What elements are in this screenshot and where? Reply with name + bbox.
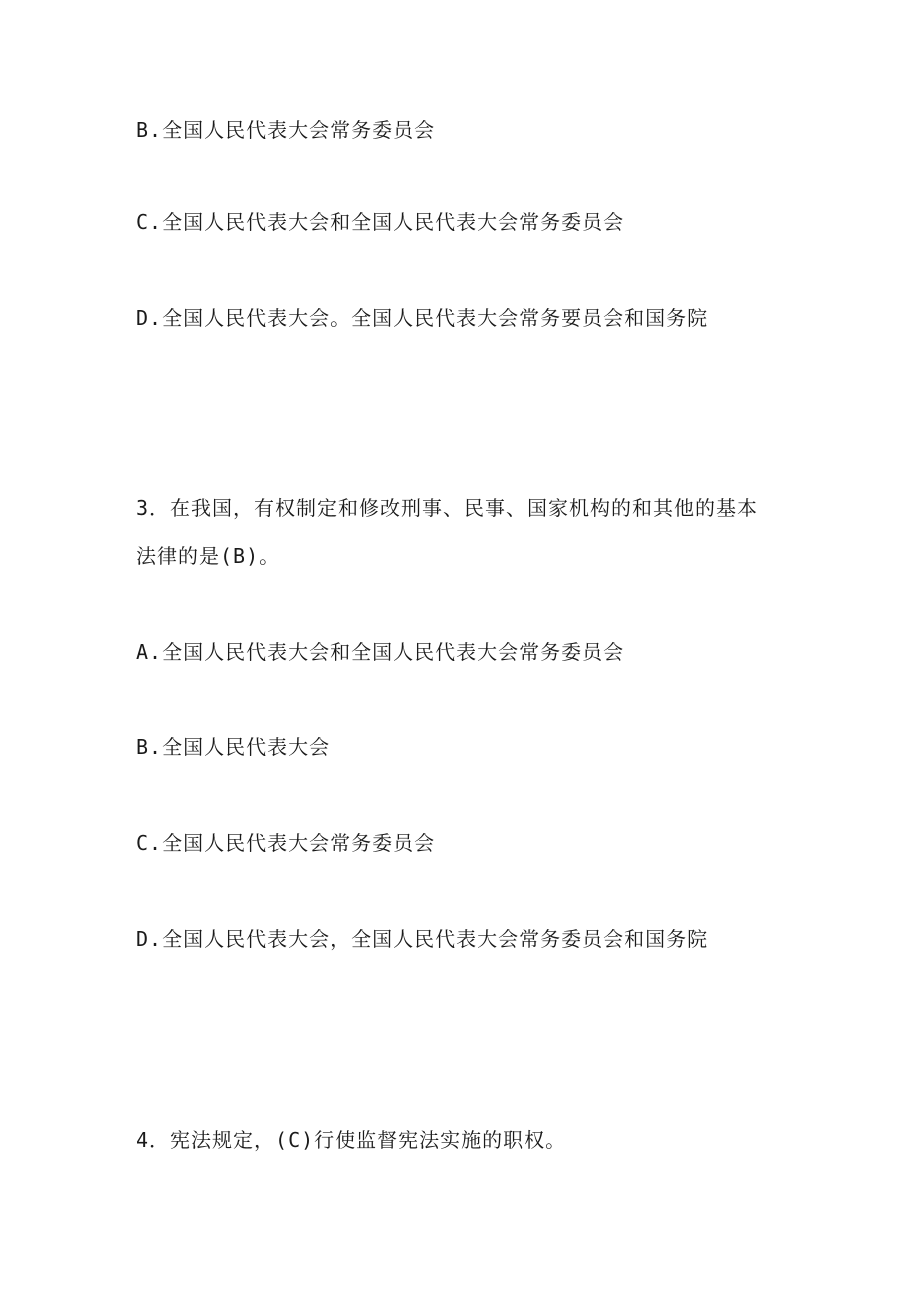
q2-option-b: B.全国人民代表大会常务委员会 xyxy=(136,118,436,142)
q2-option-c: C.全国人民代表大会和全国人民代表大会常务委员会 xyxy=(136,210,625,234)
q3-option-a: A.全国人民代表大会和全国人民代表大会常务委员会 xyxy=(136,640,625,664)
q2-option-d: D.全国人民代表大会。全国人民代表大会常务要员会和国务院 xyxy=(136,306,709,330)
q3-option-b: B.全国人民代表大会 xyxy=(136,735,331,759)
q3-stem-line-1: 3．在我国，有权制定和修改刑事、民事、国家机构的和其他的基本 xyxy=(136,496,759,520)
q4-stem: 4．宪法规定，(C)行使监督宪法实施的职权。 xyxy=(136,1128,567,1152)
q3-stem-line-2: 法律的是(B)。 xyxy=(136,544,281,568)
q3-option-c: C.全国人民代表大会常务委员会 xyxy=(136,831,436,855)
q3-option-d: D.全国人民代表大会，全国人民代表大会常务委员会和国务院 xyxy=(136,927,709,951)
